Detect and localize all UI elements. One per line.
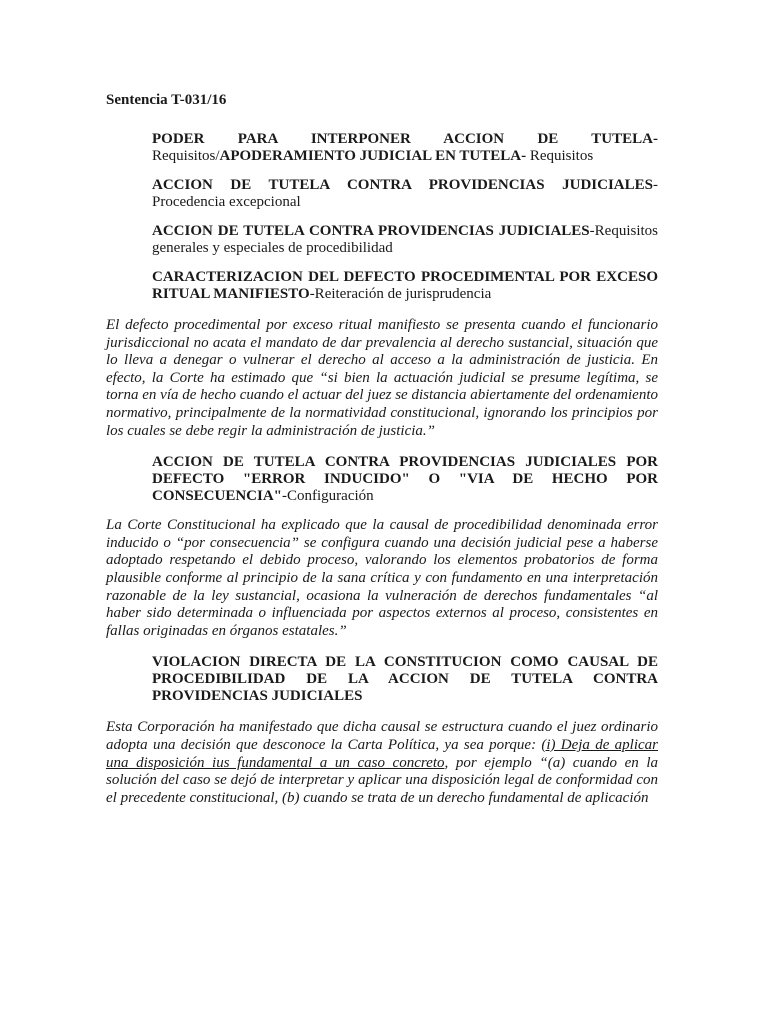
paragraph-violacion-directa bbox=[106, 719, 658, 807]
heading-bold: ACCION DE TUTELA CONTRA PROVIDENCIAS JUDICIALES POR DEFECTO "ERROR INDUCIDO" O "VIA DE HECHO POR CONSECUENCIA" bbox=[152, 454, 658, 505]
paragraph-error-inducido: La Corte Constitucional ha explicado que la causal de procedibilidad denominada error inducido o “por consecuencia” se configura cuando una decisión judicial pese a haberse adoptado respetando el debido proceso, valorando los elementos probatorios de forma plausible conforme al principio de la sana crítica y con fundamento en una interpretación razonable de la ley sustancial, ocasiona la vulneración de derechos fundamentales “al haber sido determinada o influenciada por aspectos externos al proceso, consistentes en fallas originadas en órganos estatales.” bbox=[106, 517, 658, 639]
heading-normal-2: Requisitos bbox=[529, 148, 594, 164]
heading-normal: -Requisitos generales y especiales de procedibilidad bbox=[152, 223, 658, 256]
heading-normal: -Procedencia excepcional bbox=[152, 177, 658, 210]
heading-error-inducido bbox=[152, 454, 658, 505]
heading-bold: ACCION DE TUTELA CONTRA PROVIDENCIAS JUDICIALES bbox=[152, 177, 653, 193]
paragraph-part-a: Esta Corporación ha manifestado que dicha causal se estructura cuando el juez ordinario adopta una decisión que desconoce la Carta Política, ya sea porque: bbox=[106, 719, 658, 753]
heading-violacion-directa bbox=[152, 654, 658, 705]
heading-bold: VIOLACION DIRECTA DE LA CONSTITUCION COMO CAUSAL DE PROCEDIBILIDAD DE LA ACCION DE TUTELA CONTRA PROVIDENCIAS JUDICIALES bbox=[152, 654, 658, 705]
heading-exceso-ritual bbox=[152, 269, 658, 303]
heading-bold: ACCION DE TUTELA CONTRA PROVIDENCIAS JUDICIALES bbox=[152, 223, 590, 239]
document-title: Sentencia T-031/16 bbox=[106, 92, 227, 108]
heading-requisitos-procedibilidad bbox=[152, 223, 658, 257]
heading-procedencia-excepcional bbox=[152, 177, 658, 211]
paragraph-exceso-ritual: El defecto procedimental por exceso ritual manifiesto se presenta cuando el funcionario jurisdiccional no acata el mandato de dar prevalencia al derecho sustancial, situación que lo lleva a denegar o vulnerar el derecho al acceso a la administración de justicia. En efecto, la Corte ha estimado que “si bien la actuación judicial se presume legítima, se torna en vía de hecho cuando el actuar del juez se distancia abiertamente del ordenamiento normativo, principalmente de la normatividad constitucional, ignorando los principios por los cuales se debe regir la administración de justicia.” bbox=[106, 317, 658, 439]
heading-bold-2: APODERAMIENTO JUDICIAL EN TUTELA- bbox=[219, 148, 527, 164]
heading-bold-1: PODER PARA INTERPONER ACCION DE TUTELA- bbox=[152, 131, 658, 147]
heading-normal-1: Requisitos/ bbox=[152, 148, 220, 164]
heading-normal: -Configuración bbox=[282, 488, 374, 505]
heading-bold: CARACTERIZACION DEL DEFECTO PROCEDIMENTAL POR EXCESO RITUAL MANIFIESTO bbox=[152, 269, 658, 302]
heading-normal: -Reiteración de jurisprudencia bbox=[309, 286, 492, 302]
paragraph-underlined: (i) Deja de aplicar una disposición ius fundamental a un caso concreto bbox=[106, 736, 658, 771]
paragraph-part-b: , por ejemplo “(a) cuando en la solución del caso se dejó de interpretar y aplicar una disposición legal de conformidad con el precedente constitucional, (b) cuando se trata de un derecho fundamental de aplicación bbox=[106, 754, 658, 806]
heading-poder-tutela bbox=[152, 131, 658, 165]
